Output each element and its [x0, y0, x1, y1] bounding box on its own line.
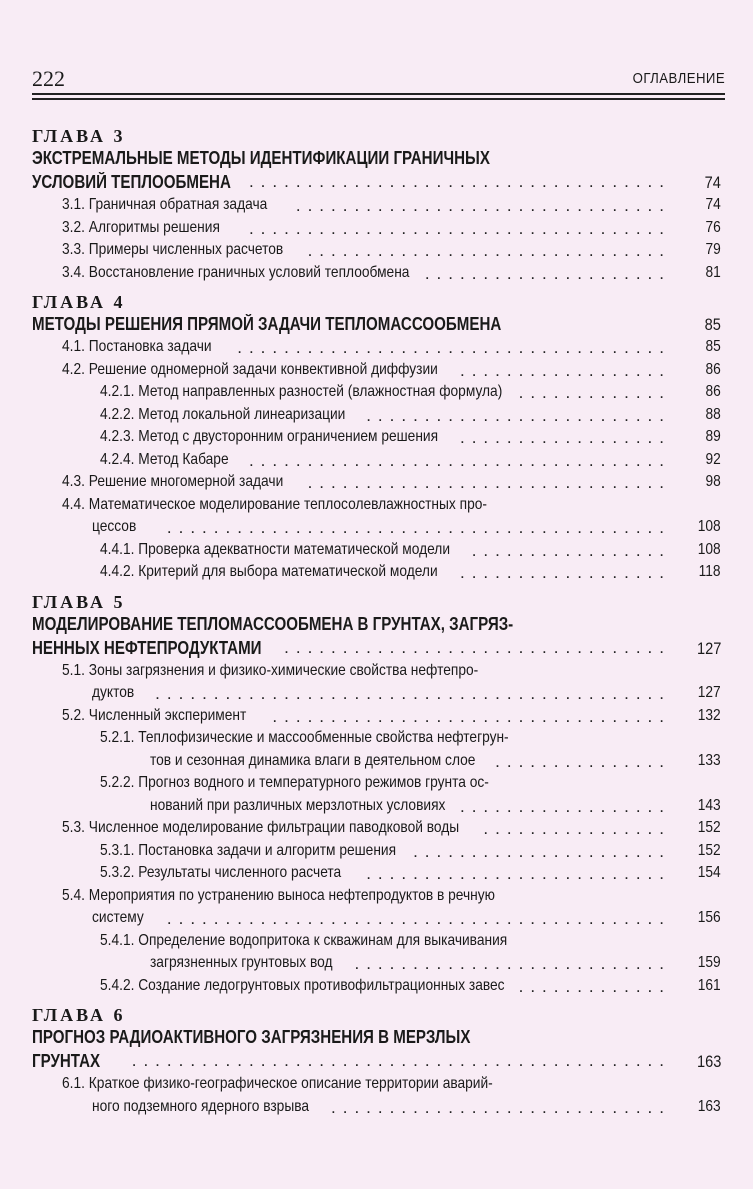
table-of-contents	[32, 120, 721, 1120]
entry-text: 4.2.3. Метод с двусторонним ограничением решения	[100, 428, 439, 445]
header-rule-bottom	[32, 98, 725, 100]
entry-text: 4.2.1. Метод направленных разностей (влажностная формула)	[100, 383, 503, 400]
toc-line	[32, 264, 721, 287]
line-body	[62, 707, 677, 725]
line-body	[100, 729, 677, 747]
toc-line	[32, 406, 721, 429]
line-body	[100, 842, 677, 860]
page-ref	[677, 219, 721, 237]
page-number-ref: 85	[705, 338, 721, 355]
toc-line	[32, 752, 721, 775]
line-body	[62, 1075, 677, 1093]
line-body	[32, 314, 677, 335]
toc-line	[32, 684, 721, 707]
chapter-label: ГЛАВА 3	[32, 126, 126, 146]
toc-line	[32, 842, 721, 865]
entry-text: загрязненных грунтовых вод	[150, 954, 333, 971]
line-body	[62, 219, 677, 237]
chapter-title-text: ГРУНТАХ	[32, 1051, 101, 1071]
chapter-label: ГЛАВА 4	[32, 292, 126, 312]
toc-line	[32, 1075, 721, 1098]
line-body	[32, 148, 677, 169]
page-number-ref: 81	[705, 263, 721, 281]
page-number-ref: 154	[698, 864, 721, 881]
entry-text: 4.1. Постановка задачи	[62, 338, 212, 355]
page-ref	[677, 196, 721, 214]
page-number-ref: 98	[705, 473, 721, 490]
entry-text: ного подземного ядерного взрыва	[92, 1097, 310, 1115]
leader-dots: ...........................................	[166, 909, 671, 927]
leader-dots: ....................................	[248, 218, 671, 237]
line-body	[100, 451, 677, 469]
entry-text: 4.2.4. Метод Кабаре	[100, 450, 229, 468]
leader-dots: .............	[518, 383, 671, 401]
entry-text: 5.1. Зоны загрязнения и физико-химические свойства нефтепро-	[62, 661, 479, 679]
leader-dots: ..........................	[366, 405, 671, 424]
toc-line	[32, 1098, 721, 1121]
chapter-title-text: НЕННЫХ НЕФТЕПРОДУКТАМИ	[32, 637, 262, 658]
page-number-ref: 163	[698, 1097, 721, 1115]
page-number-ref: 79	[705, 241, 721, 258]
line-body	[32, 638, 677, 659]
page-ref	[677, 473, 721, 491]
line-body	[32, 614, 677, 635]
page-number-ref: 133	[698, 751, 721, 769]
page-ref	[677, 707, 721, 725]
page-ref	[677, 264, 721, 282]
entry-text: 3.2. Алгоритмы решения	[62, 218, 220, 236]
leader-dots: ..................	[459, 563, 671, 581]
toc-line	[32, 241, 721, 264]
page-number-ref: 143	[698, 796, 721, 814]
toc-line	[32, 774, 721, 797]
chapter-title-line	[32, 1051, 721, 1075]
chapter-title-line	[32, 638, 721, 662]
toc-line	[32, 563, 721, 586]
toc-line	[32, 707, 721, 730]
leader-dots: ......................	[413, 841, 671, 860]
chapter-title-line	[32, 148, 721, 172]
line-body	[92, 684, 677, 702]
entry-text: 3.3. Примеры численных расчетов	[62, 241, 284, 258]
line-body	[62, 662, 677, 680]
leader-dots: ....................................	[248, 172, 671, 191]
line-body	[92, 518, 677, 536]
toc-line	[32, 518, 721, 541]
page-number-ref: 76	[705, 218, 721, 236]
entry-text: систему	[92, 909, 144, 926]
line-body	[62, 196, 677, 214]
entry-text: 5.4.1. Определение водопритока к скважинам для выкачивания	[100, 931, 508, 949]
page-ref	[677, 451, 721, 469]
line-body	[32, 1027, 677, 1048]
toc-line	[32, 338, 721, 361]
leader-dots: ............................................	[155, 684, 671, 702]
page-number-ref: 86	[705, 360, 721, 378]
toc-line	[32, 864, 721, 887]
toc-line	[32, 451, 721, 474]
leader-dots: ..............................................	[131, 1051, 671, 1070]
toc-line	[32, 428, 721, 451]
page-ref	[677, 639, 721, 659]
page-number-ref: 159	[698, 954, 721, 971]
leader-dots: ...........................	[354, 954, 671, 972]
line-body	[32, 172, 677, 193]
line-body	[62, 496, 677, 514]
entry-text: цессов	[92, 518, 137, 535]
page-number-ref: 74	[704, 173, 721, 192]
page-ref	[677, 541, 721, 559]
page-number-ref: 152	[698, 819, 721, 836]
page-number: 222	[32, 66, 65, 91]
line-body	[100, 977, 677, 995]
line-body	[100, 774, 677, 792]
leader-dots: ...............................	[307, 241, 671, 259]
line-body	[150, 954, 677, 972]
entry-text: 5.3. Численное моделирование фильтрации паводковой воды	[62, 819, 460, 836]
toc-line	[32, 797, 721, 820]
page-number-ref: 108	[698, 518, 721, 535]
line-body	[62, 241, 677, 259]
page-number-ref: 88	[705, 405, 721, 423]
page-number-ref: 132	[698, 706, 721, 724]
leader-dots: ................	[483, 819, 671, 837]
entry-text: тов и сезонная динамика влаги в деятельном слое	[150, 751, 476, 769]
toc-line	[32, 729, 721, 752]
toc-line	[32, 496, 721, 519]
page-ref	[677, 977, 721, 995]
leader-dots: ................................	[295, 196, 671, 214]
page-ref	[677, 338, 721, 356]
leader-dots: ..................................	[272, 706, 671, 725]
chapter-title-text: МЕТОДЫ РЕШЕНИЯ ПРЯМОЙ ЗАДАЧИ ТЕПЛОМАССООБМЕНА	[32, 314, 502, 334]
chapter-label: ГЛАВА 5	[32, 591, 126, 612]
line-body	[32, 1051, 677, 1072]
entry-text: 5.3.2. Результаты численного расчета	[100, 864, 342, 881]
leader-dots: ....................................	[248, 450, 671, 469]
page-ref	[677, 909, 721, 927]
toc-line	[32, 219, 721, 242]
running-head	[32, 66, 725, 92]
toc-line	[32, 196, 721, 219]
entry-text: 4.4.2. Критерий для выбора математической модели	[100, 563, 438, 580]
line-body	[62, 264, 677, 282]
page-ref	[677, 518, 721, 536]
leader-dots: .....................	[424, 263, 671, 282]
leader-dots: .................................	[284, 637, 671, 657]
toc-line	[32, 541, 721, 564]
entry-text: 4.3. Решение многомерной задачи	[62, 473, 284, 490]
entry-text: 3.1. Граничная обратная задача	[62, 196, 268, 213]
leader-dots: .....................................	[237, 338, 671, 356]
chapter-title-line	[32, 172, 721, 196]
toc-line	[32, 932, 721, 955]
line-body	[150, 752, 677, 770]
page-ref	[677, 752, 721, 770]
page-number-ref: 74	[705, 196, 721, 213]
page-number-ref: 163	[696, 1052, 721, 1071]
page-ref	[677, 428, 721, 446]
toc-line	[32, 662, 721, 685]
leader-dots: .............	[518, 976, 671, 995]
toc-line	[32, 887, 721, 910]
entry-text: 5.4.2. Создание ледогрунтовых противофильтрационных завес	[100, 976, 505, 994]
leader-dots: ...............................	[307, 473, 671, 491]
line-body	[100, 563, 677, 581]
entry-text: 4.4.1. Проверка адекватности математической модели	[100, 540, 451, 558]
line-body	[62, 473, 677, 491]
entry-text: 5.2. Численный эксперимент	[62, 706, 247, 724]
leader-dots: ...............	[495, 751, 671, 770]
page-ref	[677, 315, 721, 335]
leader-dots: ..................	[459, 428, 671, 446]
line-body	[100, 864, 677, 882]
entry-text: 5.2.1. Теплофизические и массообменные свойства нефтегрун-	[100, 729, 509, 746]
line-body	[100, 541, 677, 559]
line-body	[62, 338, 677, 356]
chapter-title-text: МОДЕЛИРОВАНИЕ ТЕПЛОМАССООБМЕНА В ГРУНТАХ, ЗАГРЯЗ-	[32, 613, 514, 634]
chapter-title-line	[32, 314, 721, 338]
page-ref	[677, 173, 721, 193]
page-number-ref: 156	[698, 909, 721, 926]
page-number-ref: 118	[699, 563, 721, 580]
header-rule-top	[32, 93, 725, 95]
page-ref	[677, 954, 721, 972]
line-body	[150, 797, 677, 815]
toc-line	[32, 977, 721, 1000]
page-ref	[677, 1098, 721, 1116]
page-ref	[677, 797, 721, 815]
chapter-title-text: УСЛОВИЙ ТЕПЛООБМЕНА	[32, 172, 231, 192]
toc-line	[32, 473, 721, 496]
page-ref	[677, 864, 721, 882]
entry-text: 4.2.2. Метод локальной линеаризации	[100, 405, 346, 423]
line-body	[100, 428, 677, 446]
entry-text: 5.2.2. Прогноз водного и температурного режимов грунта ос-	[100, 774, 489, 791]
page-ref	[677, 819, 721, 837]
page-ref	[677, 563, 721, 581]
leader-dots: ..........................	[366, 864, 671, 882]
page-number-ref: 152	[698, 841, 721, 859]
entry-text: 6.1. Краткое физико-географическое описание территории аварий-	[62, 1075, 493, 1092]
toc-line	[32, 819, 721, 842]
chapter-label: ГЛАВА 6	[32, 1005, 126, 1025]
line-body	[62, 361, 677, 379]
page-number-ref: 161	[698, 976, 721, 994]
line-body	[92, 1098, 677, 1116]
leader-dots: ..................	[459, 360, 671, 379]
page-ref	[677, 361, 721, 379]
line-body	[92, 909, 677, 927]
page-ref	[677, 383, 721, 401]
toc-line	[32, 909, 721, 932]
running-title: ОГЛАВЛЕНИЕ	[632, 70, 725, 87]
toc-line	[32, 383, 721, 406]
page-number-ref: 127	[698, 684, 721, 701]
chapter-title-text: ПРОГНОЗ РАДИОАКТИВНОГО ЗАГРЯЗНЕНИЯ В МЕРЗЛЫХ	[32, 1027, 471, 1047]
toc-line	[32, 361, 721, 384]
page-ref	[677, 842, 721, 860]
leader-dots: .............................	[331, 1097, 671, 1116]
page-ref	[677, 241, 721, 259]
toc-line	[32, 954, 721, 977]
page-ref	[677, 1052, 721, 1072]
leader-dots: ..................	[459, 796, 671, 815]
leader-dots: ...........................................	[166, 518, 671, 536]
entry-text: 4.2. Решение одномерной задачи конвективной диффузии	[62, 360, 438, 378]
entry-text: 4.4. Математическое моделирование теплосолевлажностных про-	[62, 495, 487, 513]
chapter-title-text: ЭКСТРЕМАЛЬНЫЕ МЕТОДЫ ИДЕНТИФИКАЦИИ ГРАНИЧНЫХ	[32, 148, 490, 168]
line-body	[100, 383, 677, 401]
page-number-ref: 86	[705, 383, 721, 400]
chapter-title-line	[32, 1027, 721, 1051]
page-number-ref: 108	[698, 540, 721, 558]
page-number-ref: 127	[696, 638, 721, 658]
page-number-ref: 85	[704, 315, 721, 334]
page-number-ref: 92	[705, 450, 721, 468]
line-body	[100, 406, 677, 424]
page-ref	[677, 684, 721, 702]
line-body	[62, 819, 677, 837]
entry-text: нований при различных мерзлотных условиях	[150, 796, 446, 814]
line-body	[62, 887, 677, 905]
page-ref	[677, 406, 721, 424]
entry-text: 5.4. Мероприятия по устранению выноса нефтепродуктов в речную	[62, 886, 495, 904]
chapter-title-line	[32, 614, 721, 638]
entry-text: дуктов	[92, 684, 135, 701]
line-body	[100, 932, 677, 950]
entry-text: 5.3.1. Постановка задачи и алгоритм решения	[100, 841, 397, 859]
leader-dots: .................	[471, 540, 671, 559]
entry-text: 3.4. Восстановление граничных условий теплообмена	[62, 263, 410, 281]
page-number-ref: 89	[705, 428, 721, 445]
